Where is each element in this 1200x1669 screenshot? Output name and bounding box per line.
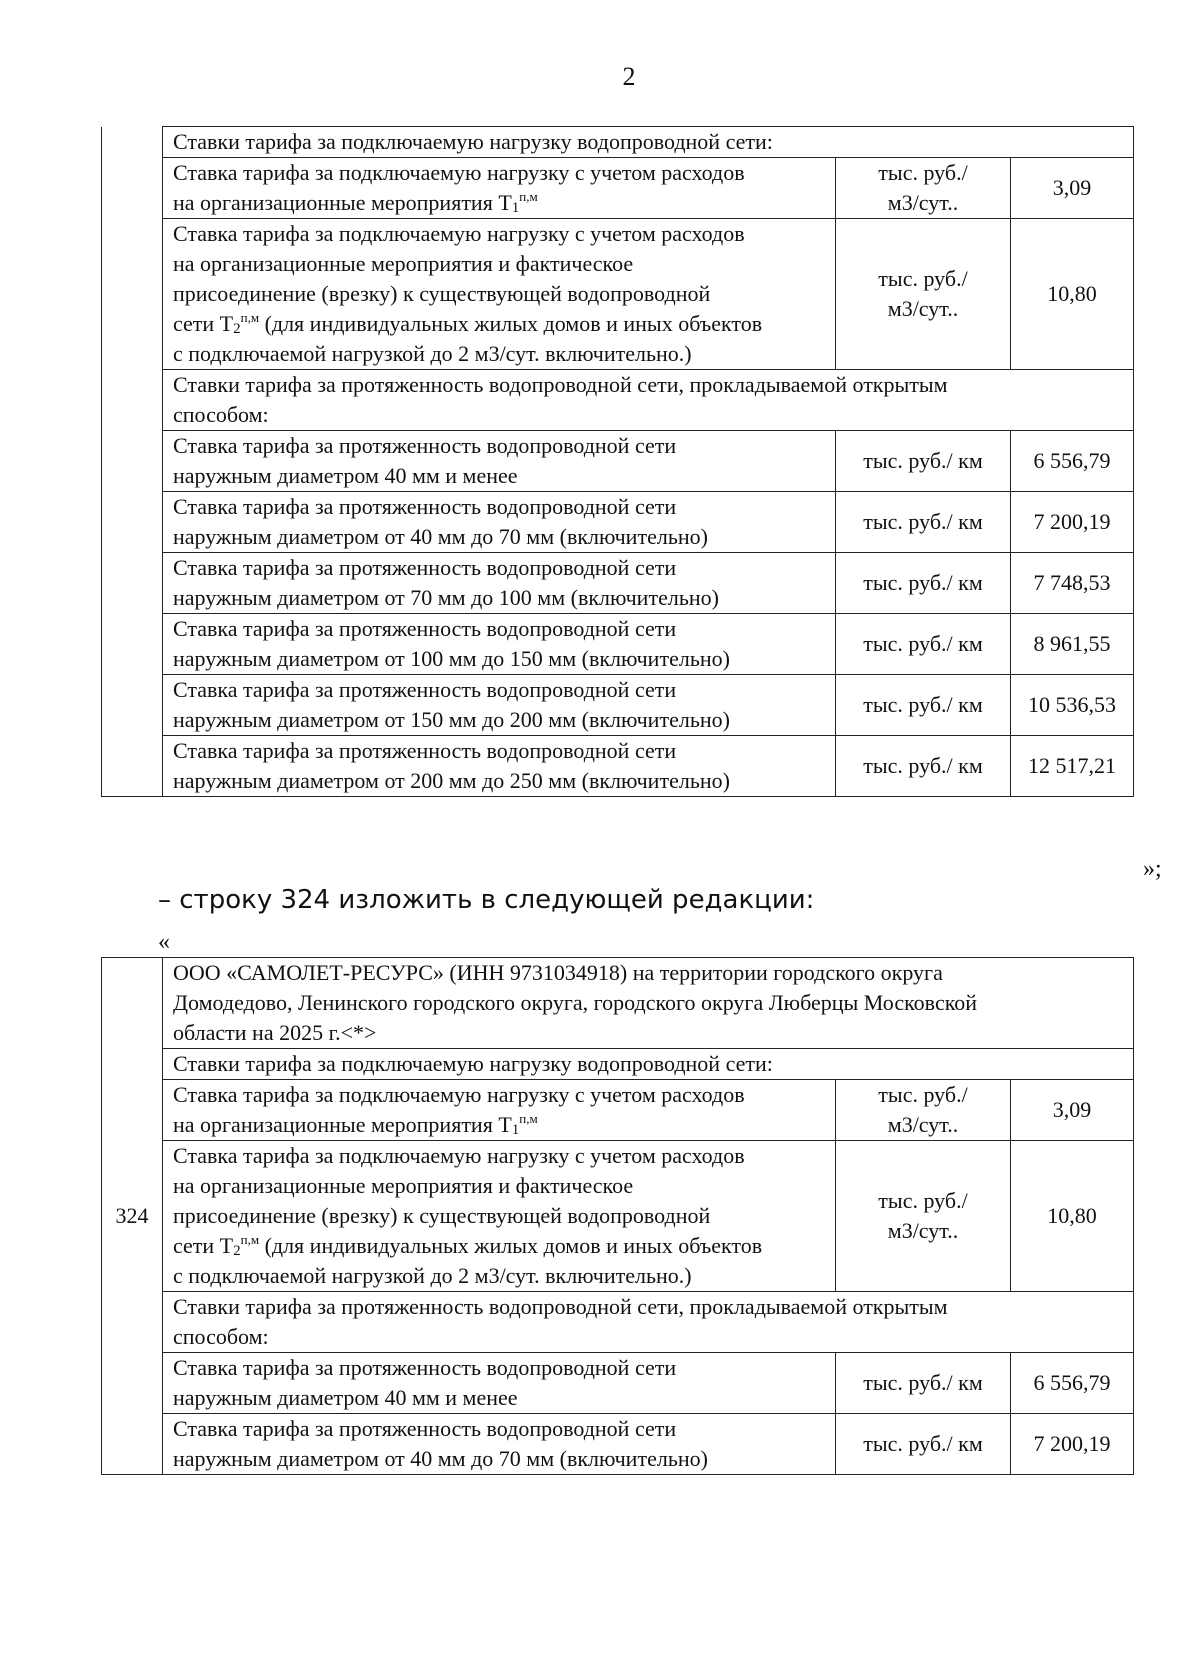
rate-value: 6 556,79 xyxy=(1011,1353,1134,1414)
table-row xyxy=(102,1080,1134,1141)
rate-description: Ставка тарифа за подключаемую нагрузку с учетом расходов на организационные мероприятия и фактическое присоединение (врезку) к существующей водопроводной сети $Т_2^{п,м}$ (для индивидуальных жилых домов и иных объектов с подключаемой нагрузкой до 2 м3/сут. включительно.) xyxy=(163,1141,836,1292)
rate-unit: тыс. руб./ км xyxy=(836,736,1011,797)
section-heading: Ставки тарифа за протяженность водопроводной сети, прокладываемой открытым способом: xyxy=(163,370,1134,431)
section-heading: Ставки тарифа за подключаемую нагрузку водопроводной сети: xyxy=(163,1049,1134,1080)
rate-value: 7 200,19 xyxy=(1011,1414,1134,1475)
rate-value: 8 961,55 xyxy=(1011,614,1134,675)
row-number-cell xyxy=(102,127,163,797)
rate-value: 3,09 xyxy=(1011,1080,1134,1141)
rate-value: 10,80 xyxy=(1011,1141,1134,1292)
rate-description: Ставка тарифа за протяженность водопроводной сети наружным диаметром от 70 мм до 100 мм (включительно) xyxy=(163,553,836,614)
rate-value: 10 536,53 xyxy=(1011,675,1134,736)
section-heading: Ставки тарифа за протяженность водопроводной сети, прокладываемой открытым способом: xyxy=(163,1292,1134,1353)
table-row xyxy=(102,614,1134,675)
closing-quote: »; xyxy=(1143,856,1162,882)
table-row xyxy=(102,1353,1134,1414)
rate-unit: тыс. руб./ км xyxy=(836,614,1011,675)
table-row xyxy=(102,492,1134,553)
table-row xyxy=(102,675,1134,736)
rate-unit: тыс. руб./ км xyxy=(836,675,1011,736)
rate-value: 12 517,21 xyxy=(1011,736,1134,797)
rate-unit: тыс. руб./ км xyxy=(836,492,1011,553)
table-row xyxy=(102,553,1134,614)
rate-unit: тыс. руб./ км xyxy=(836,431,1011,492)
rate-value: 6 556,79 xyxy=(1011,431,1134,492)
rate-description: Ставка тарифа за подключаемую нагрузку с учетом расходов на организационные мероприятия $Т_1^{п,м}$ xyxy=(163,158,836,219)
page-number: 2 xyxy=(622,62,636,91)
rate-description: Ставка тарифа за протяженность водопроводной сети наружным диаметром от 150 мм до 200 мм (включительно) xyxy=(163,675,836,736)
opening-quote: « xyxy=(158,929,170,955)
table-row xyxy=(102,158,1134,219)
rate-unit: тыс. руб./ км xyxy=(836,553,1011,614)
rate-unit: тыс. руб./ км xyxy=(836,1414,1011,1475)
rate-unit: тыс. руб./ м3/сут.. xyxy=(836,158,1011,219)
table-row xyxy=(102,736,1134,797)
rate-value: 7 200,19 xyxy=(1011,492,1134,553)
rate-description: Ставка тарифа за подключаемую нагрузку с учетом расходов на организационные мероприятия $Т_1^{п,м}$ xyxy=(163,1080,836,1141)
organization-heading: ООО «САМОЛЕТ-РЕСУРС» (ИНН 9731034918) на территории городского округа Домодедово, Ленинского городского округа, городского округа Люберцы Московской области на 2025 г.<*> xyxy=(163,958,1134,1049)
tariff-table-continued xyxy=(101,126,1134,797)
table-row xyxy=(102,1414,1134,1475)
row-number: 324 xyxy=(102,958,163,1475)
section-heading: Ставки тарифа за подключаемую нагрузку водопроводной сети: xyxy=(163,127,1134,158)
tariff-table-row-324 xyxy=(101,957,1134,1475)
table-row xyxy=(102,431,1134,492)
amendment-instruction: – строку 324 изложить в следующей редакции: xyxy=(158,885,815,915)
rate-unit: тыс. руб./ м3/сут.. xyxy=(836,1141,1011,1292)
rate-description: Ставка тарифа за протяженность водопроводной сети наружным диаметром от 40 мм до 70 мм (включительно) xyxy=(163,1414,836,1475)
rate-description: Ставка тарифа за протяженность водопроводной сети наружным диаметром от 200 мм до 250 мм (включительно) xyxy=(163,736,836,797)
table-row xyxy=(102,219,1134,370)
rate-value: 3,09 xyxy=(1011,158,1134,219)
rate-unit: тыс. руб./ м3/сут.. xyxy=(836,219,1011,370)
rate-description: Ставка тарифа за подключаемую нагрузку с учетом расходов на организационные мероприятия и фактическое присоединение (врезку) к существующей водопроводной сети $Т_2^{п,м}$ (для индивидуальных жилых домов и иных объектов с подключаемой нагрузкой до 2 м3/сут. включительно.) xyxy=(163,219,836,370)
rate-value: 7 748,53 xyxy=(1011,553,1134,614)
rate-unit: тыс. руб./ км xyxy=(836,1353,1011,1414)
table-row xyxy=(102,1141,1134,1292)
rate-description: Ставка тарифа за протяженность водопроводной сети наружным диаметром 40 мм и менее xyxy=(163,1353,836,1414)
rate-description: Ставка тарифа за протяженность водопроводной сети наружным диаметром 40 мм и менее xyxy=(163,431,836,492)
rate-value: 10,80 xyxy=(1011,219,1134,370)
rate-description: Ставка тарифа за протяженность водопроводной сети наружным диаметром от 40 мм до 70 мм (включительно) xyxy=(163,492,836,553)
rate-description: Ставка тарифа за протяженность водопроводной сети наружным диаметром от 100 мм до 150 мм (включительно) xyxy=(163,614,836,675)
rate-unit: тыс. руб./ м3/сут.. xyxy=(836,1080,1011,1141)
